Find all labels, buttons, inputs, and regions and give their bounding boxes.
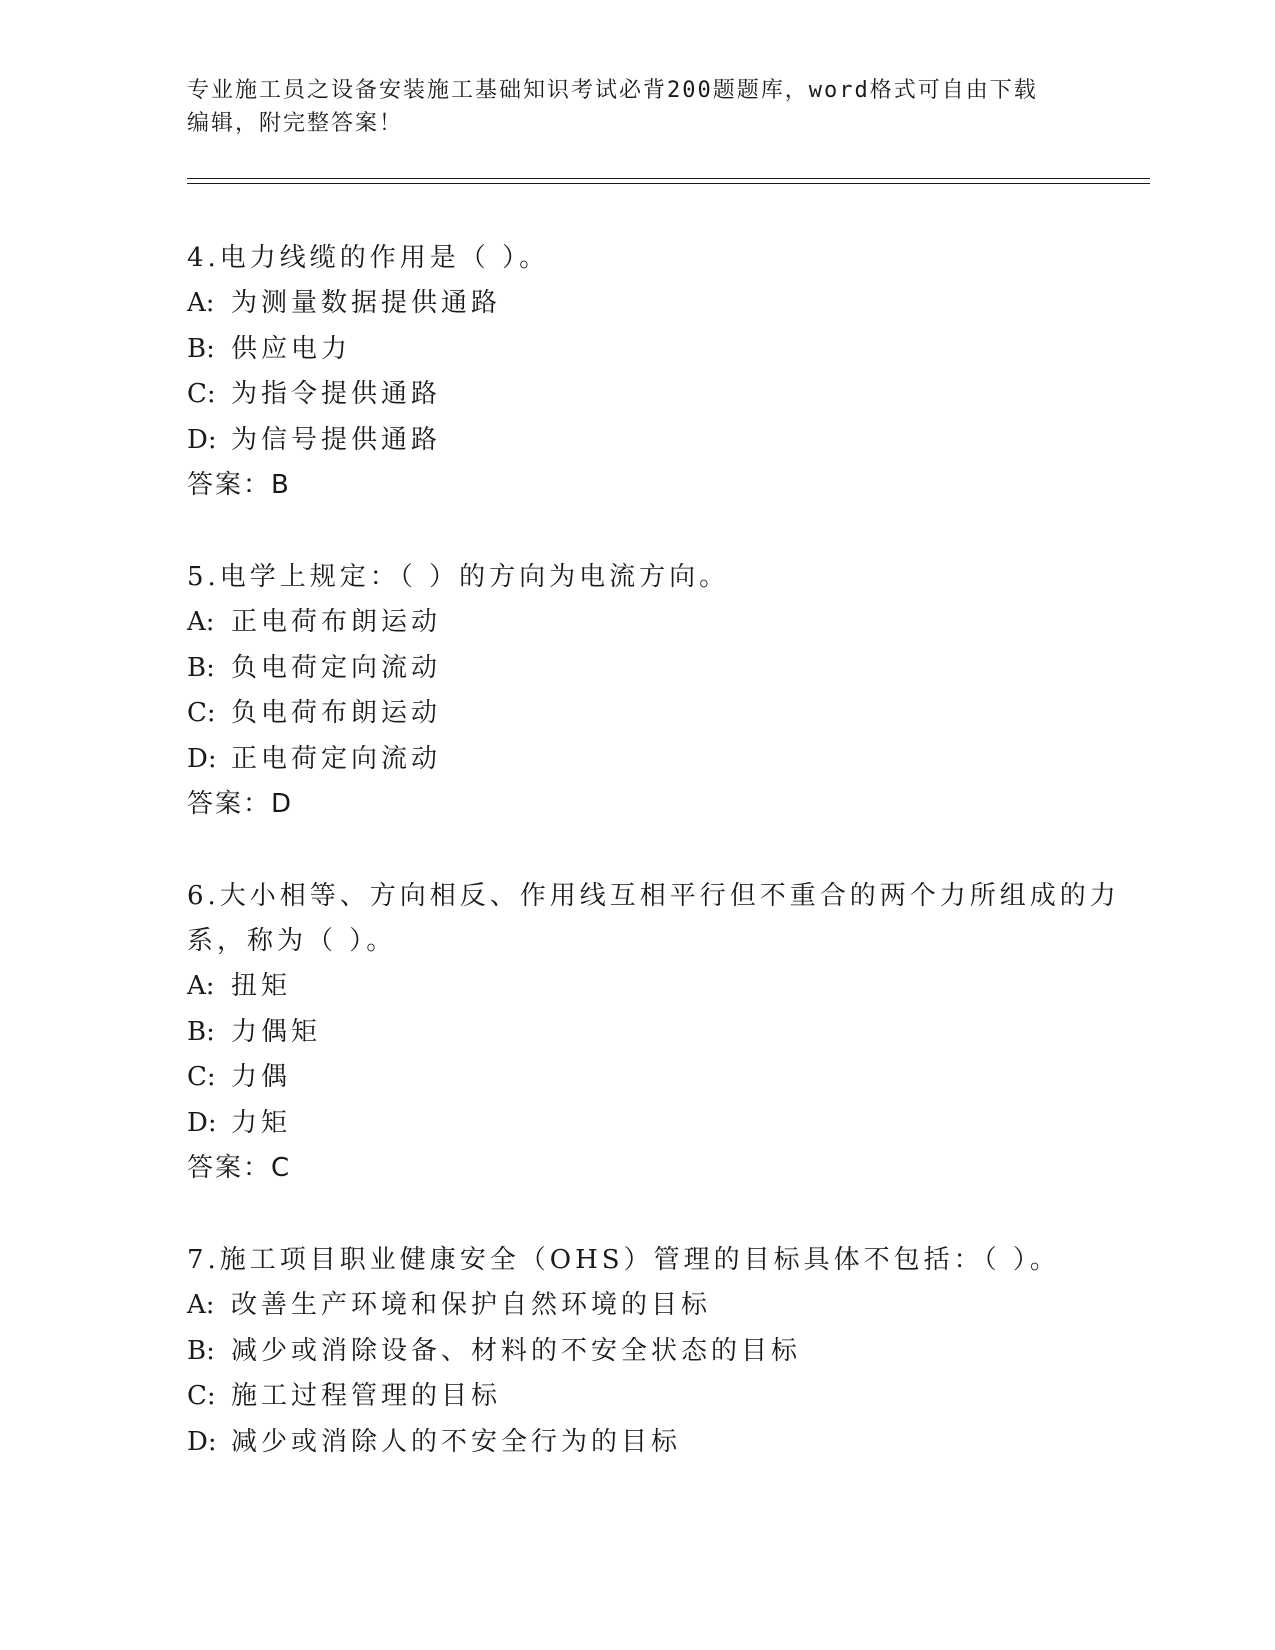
header-divider-top (187, 178, 1150, 179)
option-b (187, 646, 1137, 692)
option-text: 为信号提供通路 (231, 424, 442, 455)
option-letter: A: (187, 607, 215, 637)
option-c (187, 372, 1137, 418)
option-text: 负电荷定向流动 (231, 652, 442, 683)
option-letter: D: (187, 424, 217, 455)
option-letter: D: (187, 743, 217, 774)
option-a (187, 1283, 1137, 1329)
option-d (187, 737, 1137, 783)
answer-line: 答案：B (187, 470, 291, 500)
option-b (187, 327, 1137, 373)
option-text: 施工过程管理的目标 (231, 1381, 502, 1411)
option-d (187, 1101, 1137, 1147)
option-letter: C: (187, 1381, 216, 1411)
option-letter: C: (187, 698, 216, 728)
answer-line: 答案：D (187, 789, 294, 819)
option-letter: C: (187, 1062, 216, 1092)
option-text: 负电荷布朗运动 (231, 698, 442, 728)
option-a (187, 281, 1137, 327)
option-text: 改善生产环境和保护自然环境的目标 (231, 1290, 712, 1320)
option-a (187, 964, 1137, 1010)
option-a (187, 600, 1137, 646)
option-c (187, 1374, 1137, 1420)
document-header (187, 74, 1067, 140)
option-text: 减少或消除设备、材料的不安全状态的目标 (231, 1335, 802, 1366)
header-line-2: 编辑，附完整答案！ (187, 111, 404, 136)
question-item (187, 1238, 1137, 1465)
answer-line: 答案：C (187, 1153, 292, 1183)
option-letter: A: (187, 1290, 215, 1320)
option-text: 力矩 (231, 1107, 292, 1138)
option-letter: A: (187, 288, 215, 318)
option-text: 力偶矩 (231, 1016, 322, 1047)
question-stem: 6.大小相等、方向相反、作用线互相平行但不重合的两个力所组成的力系，称为（ ）。 (187, 881, 1120, 956)
option-text: 扭矩 (231, 971, 292, 1001)
option-letter: B: (187, 652, 215, 683)
question-item (187, 874, 1137, 1191)
option-letter: C: (187, 379, 216, 409)
option-text: 为测量数据提供通路 (231, 288, 502, 318)
option-letter: D: (187, 1426, 217, 1457)
question-item (187, 555, 1137, 827)
question-list (187, 236, 1137, 1512)
option-letter: B: (187, 333, 215, 364)
option-text: 为指令提供通路 (231, 379, 442, 409)
option-text: 供应电力 (231, 333, 352, 364)
option-b (187, 1329, 1137, 1375)
option-c (187, 691, 1137, 737)
question-stem: 7.施工项目职业健康安全（OHS）管理的目标具体不包括：（ ）。 (187, 1245, 1060, 1275)
header-line-1: 专业施工员之设备安装施工基础知识考试必背200题题库，word格式可自由下载 (187, 78, 1038, 103)
question-stem: 5.电学上规定：（ ）的方向为电流方向。 (187, 562, 730, 592)
question-item (187, 236, 1137, 508)
option-text: 减少或消除人的不安全行为的目标 (231, 1426, 682, 1457)
option-text: 力偶 (231, 1062, 292, 1092)
option-text: 正电荷定向流动 (231, 743, 442, 774)
question-stem: 4.电力线缆的作用是（ ）。 (187, 243, 550, 273)
option-d (187, 418, 1137, 464)
option-text: 正电荷布朗运动 (231, 607, 442, 637)
option-c (187, 1055, 1137, 1101)
option-letter: A: (187, 971, 215, 1001)
option-letter: B: (187, 1016, 215, 1047)
header-divider-bottom (187, 183, 1150, 184)
option-b (187, 1010, 1137, 1056)
option-letter: B: (187, 1335, 215, 1366)
option-letter: D: (187, 1107, 217, 1138)
option-d (187, 1420, 1137, 1466)
